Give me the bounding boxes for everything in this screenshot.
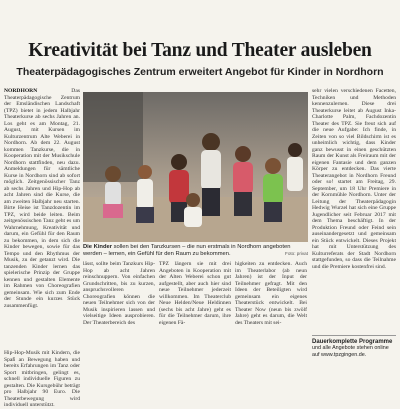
article-column-1-continued (4, 350, 80, 408)
dateline: NORDHORN (4, 88, 38, 94)
info-box-text: und alle Angebote stehen online auf www.tpzgingen.de. (312, 345, 389, 358)
bottom-column-2-text: TPZ längern sie mit drei Angeboten in Kooperation mit der Alten Weberei schon gut aufgestellt, aber auch hier sind neue Teilnehmer jederzeit willkommen. Im Theaterclub Neue Helden/Neue Heldinnen (sechs bis acht Jahre) geht es für die Teilnehmer darum, ihre eigenen Fä- (159, 261, 231, 326)
column-1-text: Das Theaterpädagogische Zentrum der Emsländischen Landschaft (TPZ) bietet in jedem Halbjahr Theaterkurse ab sechs Jahren an. Los geht es am Montag, 21. August, mit Kursen im Kulturzentrum Alte Weberei in Nordhorn. Ab dem 22. August kommen Tanzkurse, die in Kooperation mit der Musikschule Nordhorn stattfinden, neu dazu. Anmeldungen für sämtliche Kurse in Nordhorn sind ab sofort möglich. Zeitgenössischer Tanz ab sechs Jahren und Hip-Hop ab acht Jahren sind die Kurse, die am zweiten Halbjahr neu starten. Birte Heise ist Tanzdozentin im TPZ, wird beide leiten. Beim zeitgenössischen Tanz geht es um Wahrnehmung, Kreativität und darum, ein Gefühl für den Raum zu bekommen, in dem sich die Kinder bewegen, sowie für das Tempo und den Rhythmus der Musik, zu der getanzt wird. Die tanzenden Kinder lernen das spielerische Prinzip der Gruppe kennen und gestalten Elemente im Rahmen von Choreografien gemeinsam. Wie sich zum Ende der Stunde ein kurzes Stück zusammenfügt. (4, 88, 80, 309)
article-column-4 (235, 261, 307, 396)
photo-credit: Foto: privat (285, 251, 308, 256)
article-headline: Kreativität bei Tanz und Theater ausleben (28, 40, 372, 61)
article-column-1 (4, 88, 80, 348)
info-box-title: Dauerkomplette Programme (312, 339, 393, 345)
article-column-3 (159, 261, 231, 396)
photo-caption (83, 244, 308, 257)
dancing-children-photo (83, 92, 308, 242)
article-column-2 (83, 261, 155, 396)
article-column-5 (312, 88, 396, 332)
info-box (312, 335, 396, 358)
caption-text: sollen bei den Tanzkursen – die nun erstmals in Nordhorn angeboten werden – lernen, ein Gefühl für den Raum zu bekommen. (83, 244, 291, 257)
bottom-column-3-text: higkeiten zu entdecken. Auch im Theaterlabor (ab neun Jahren) ist der Input der Teilnehmer gefragt. Mit den Ideen der Beteiligten wird gemeinsam ein eigenes Theaterstück entwickelt. Bei Theater Now (neun bis zwölf Jahre) geht es darum, die Welt des Theaters mit sei- (235, 261, 307, 326)
article-photo (83, 92, 308, 242)
article-subheadline: Theaterpädagogisches Zentrum erweitert Angebot für Kinder in Nordhorn (16, 66, 384, 78)
bottom-column-1-text: lässt, sollte beim Tanzkurs Hip-Hop ab acht Jahren reinschnuppern. Von einfachen Grundschritten, bis zu kurzen, anspruchsvolleren Choreografien können die neuen Teilnehmer sich von der Musik inspirieren lassen und vielseitige Ideen ausprobieren. Der Theaterbereich des (83, 261, 155, 326)
caption-lead: Die Kinder (83, 244, 112, 250)
column-3-text: sehr vielen verschiedenen Facetten, Techniken und Methoden kennenzulernen. Diese drei Theaterkurse leitet ab August Inka-Charlotte Palm, Fachdozentin Theater des TPZ. Sie freut sich auf die neue Aufgabe: Ich finde, in Zeiten von so viel Bildschirm ist es unheimlich wichtig, dass Kinder ganz bewusst in einen geschützten Raum der Kunst als Freiraum mit der eigenen Fantasie und dem ganzen Körper zu entdecken. Das vierte Theaterangebot in Nordhorn Freund oder so! startet am Freitag, 29. September, um 18 Uhr Premiere in der Kornmühle Nordhorn. Unter der Leitung der Theaterpädagogin Hedwig Wurzel hat sich eine Gruppe Jugendlicher seit Februar 2017 mit dem Thema beschäftigt. In der Produktion Freund oder Feind sein auseinandergesetzt und gemeinsam ein Stück entwickelt. Dieses Projekt hat mit Unterstützung des Kulturreferats der Stadt Nordhorn stattgefunden, so dass die Teilnahme und die Premiere kostenfrei sind. (312, 88, 396, 270)
column-2-text: Hip-Hop-Musik mit Kindern, die Spaß an Bewegung haben und bereits Erfahrungen im Tanz oder Sport mitbringen, gelingt es, schnell individuelle Figuren zu gestalten. Die Kursgebühr beträgt pro Halbjahr 90 Euro. Die Theaterbewegung wird individuell unterstützt. (4, 350, 80, 408)
